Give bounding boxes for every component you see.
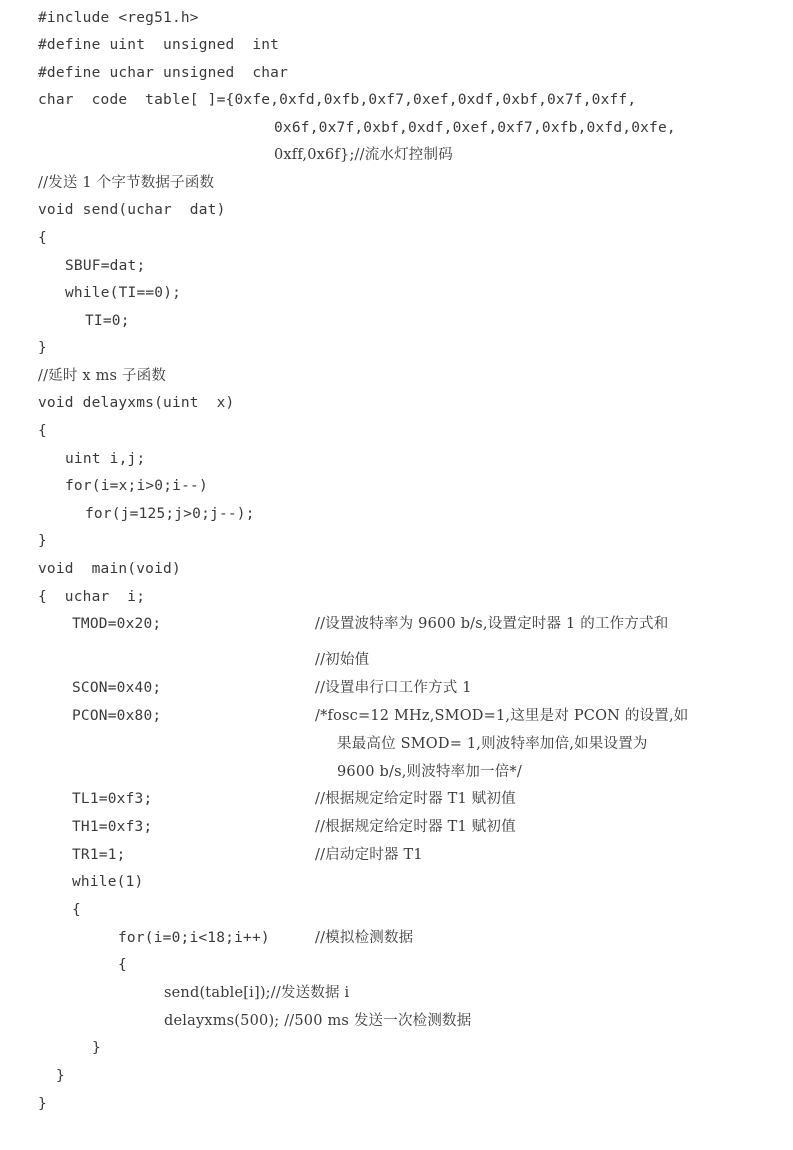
code-comment-for-loop: //模拟检测数据	[315, 930, 414, 946]
code-comment-pcon: /*fosc=12 MHz,SMOD=1,这里是对 PCON 的设置,如	[315, 708, 689, 724]
code-comment-tmod-cont: //初始值	[315, 652, 370, 668]
code-line-brace-open: {	[72, 902, 81, 918]
code-line-define-uint: #define uint unsigned int	[38, 37, 280, 53]
code-comment-send: //发送 1 个字节数据子函数	[38, 175, 215, 191]
code-line-while-1: while(1)	[72, 874, 144, 890]
code-line-for-loop: for(i=0;i<18;i++)	[118, 930, 270, 946]
code-line-brace-open: {	[38, 423, 47, 439]
code-line-for-i: for(i=x;i>0;i--)	[65, 478, 208, 494]
code-line-sbuf: SBUF=dat;	[65, 258, 146, 274]
code-line-for-j: for(j=125;j>0;j--);	[85, 506, 255, 522]
code-line-table-cont-2: 0xff,0x6f};//流水灯控制码	[274, 147, 453, 163]
code-line-brace-close: }	[38, 1096, 47, 1112]
code-line-tmod: TMOD=0x20;	[72, 616, 162, 632]
code-line-ti-reset: TI=0;	[85, 313, 130, 329]
code-line-delay-call: delayxms(500); //500 ms 发送一次检测数据	[164, 1013, 472, 1029]
code-line-brace-open: {	[38, 230, 47, 246]
code-comment-th1: //根据规定给定时器 T1 赋初值	[315, 819, 516, 835]
code-line-uint-ij: uint i,j;	[65, 451, 146, 467]
code-line-send-call: send(table[i]);//发送数据 i	[164, 985, 350, 1001]
code-line-brace-open: {	[118, 957, 127, 973]
code-comment-scon: //设置串行口工作方式 1	[315, 680, 472, 696]
code-line-brace-close: }	[92, 1040, 101, 1056]
code-line-table-cont-1: 0x6f,0x7f,0xbf,0xdf,0xef,0xf7,0xfb,0xfd,0xfe,	[274, 120, 676, 136]
code-line-scon: SCON=0x40;	[72, 680, 162, 696]
code-line-tr1: TR1=1;	[72, 847, 126, 863]
code-comment-pcon-cont-2: 9600 b/s,则波特率加一倍*/	[337, 764, 522, 780]
code-comment-pcon-cont-1: 果最高位 SMOD= 1,则波特率加倍,如果设置为	[337, 736, 648, 752]
code-line-include: #include <reg51.h>	[38, 10, 199, 26]
code-comment-tr1: //启动定时器 T1	[315, 847, 423, 863]
code-line-uchar-i: { uchar i;	[38, 589, 146, 605]
code-line-tl1: TL1=0xf3;	[72, 791, 153, 807]
code-line-th1: TH1=0xf3;	[72, 819, 153, 835]
code-line-table-decl: char code table[ ]={0xfe,0xfd,0xfb,0xf7,0xef,0xdf,0xbf,0x7f,0xff,	[38, 92, 637, 108]
code-line-brace-close: }	[38, 533, 47, 549]
code-line-brace-close: }	[56, 1068, 65, 1084]
code-line-define-uchar: #define uchar unsigned char	[38, 65, 289, 81]
code-line-while-ti: while(TI==0);	[65, 285, 182, 301]
code-line-brace-close: }	[38, 340, 47, 356]
code-line-send-sig: void send(uchar dat)	[38, 202, 226, 218]
code-comment-tmod: //设置波特率为 9600 b/s,设置定时器 1 的工作方式和	[315, 616, 669, 632]
code-line-delay-sig: void delayxms(uint x)	[38, 395, 235, 411]
code-line-main-sig: void main(void)	[38, 561, 181, 577]
code-line-pcon: PCON=0x80;	[72, 708, 162, 724]
code-comment-delay: //延时 x ms 子函数	[38, 368, 167, 384]
code-comment-tl1: //根据规定给定时器 T1 赋初值	[315, 791, 516, 807]
